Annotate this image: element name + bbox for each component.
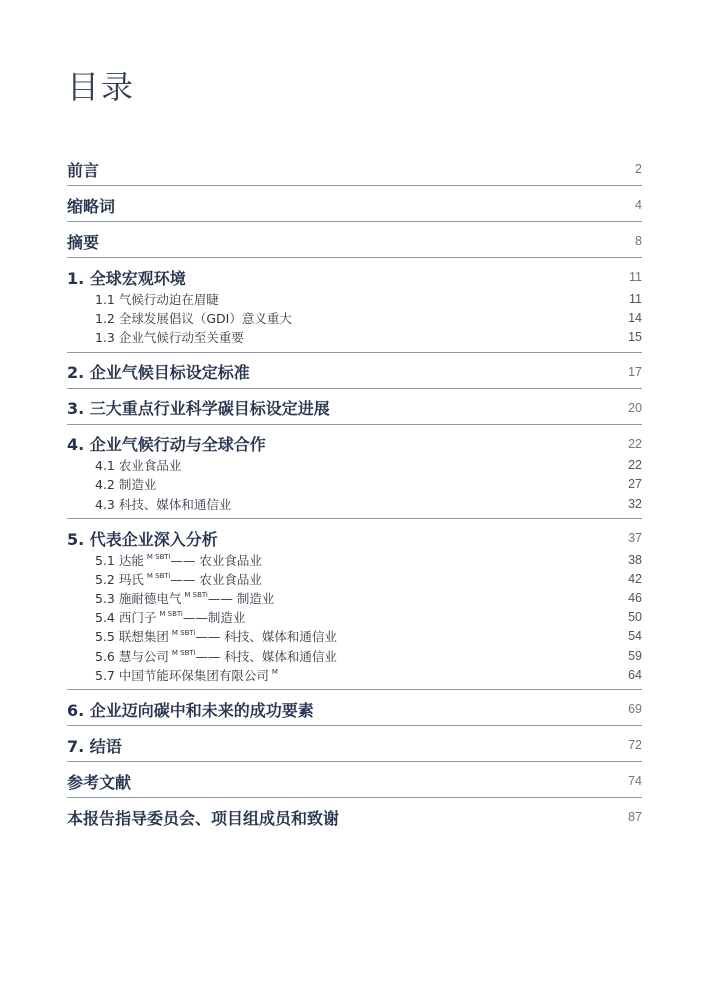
toc-subentry-label: [95, 570, 262, 588]
toc-page-number: 17: [628, 364, 642, 379]
toc-entry-label: 6. 企业迈向碳中和未来的成功要素: [67, 700, 314, 720]
toc-entry-label: 缩略词: [67, 196, 116, 216]
toc-entry-acknowledgements[interactable]: [67, 798, 642, 833]
company-name: 5.4 西门子: [95, 610, 157, 626]
toc-entry-label: 7. 结语: [67, 736, 122, 756]
sector-text: —— 科技、媒体和通信业: [195, 629, 337, 645]
toc-page-number: 59: [628, 648, 642, 663]
membership-superscript: M SBTi: [146, 571, 171, 580]
membership-superscript: M SBTi: [146, 552, 171, 561]
toc-page-number: 14: [628, 310, 642, 325]
toc-page-number: 22: [628, 436, 642, 451]
toc-subentry-label: [95, 608, 245, 626]
toc-page-number: 37: [628, 531, 642, 546]
toc-page-number: 38: [628, 552, 642, 567]
toc-subentry-label: 4.2 制造业: [95, 477, 157, 493]
toc-page-number: 8: [635, 234, 642, 248]
toc-subentry-1-2[interactable]: [95, 308, 642, 327]
toc-page-number: 11: [629, 291, 642, 306]
company-name: 5.3 施耐德电气: [95, 591, 182, 607]
toc-entry-label: 参考文献: [67, 772, 132, 792]
toc-subentry-label: [95, 647, 337, 665]
sector-text: —— 制造业: [207, 591, 275, 607]
sector-text: —— 农业食品业: [170, 552, 262, 568]
toc-page-number: 2: [635, 162, 642, 176]
toc-entry-chapter-4[interactable]: [67, 425, 642, 520]
company-name: 5.5 联想集团: [95, 629, 169, 645]
toc-subentry-4-3[interactable]: [95, 494, 642, 513]
toc-entry-chapter-2[interactable]: [67, 353, 642, 389]
toc-subentry-5-2[interactable]: [95, 569, 642, 588]
toc-entry-label: 前言: [67, 160, 100, 180]
toc-page-number: 27: [628, 477, 642, 492]
toc-subentry-5-7[interactable]: [95, 665, 642, 684]
toc-entry-label: 本报告指导委员会、项目组成员和致谢: [67, 808, 340, 828]
membership-superscript: M SBTi: [184, 591, 208, 600]
toc-subentry-5-1[interactable]: [95, 550, 642, 569]
toc-entry-label: 5. 代表企业深入分析: [67, 529, 218, 549]
table-of-contents: [67, 150, 642, 833]
toc-entry-summary[interactable]: [67, 222, 642, 258]
toc-entry-label: 1. 全球宏观环境: [67, 268, 186, 288]
membership-superscript: M SBTi: [171, 629, 196, 638]
toc-page-number: 4: [635, 198, 642, 212]
company-name: 5.2 玛氏: [95, 571, 144, 587]
toc-page-number: 74: [628, 774, 642, 789]
toc-entry-chapter-7[interactable]: [67, 726, 642, 762]
toc-subentry-1-3[interactable]: [95, 327, 642, 346]
toc-entry-chapter-5[interactable]: [67, 519, 642, 690]
sector-text: —— 科技、媒体和通信业: [195, 648, 337, 664]
toc-subentry-label: 4.3 科技、媒体和通信业: [95, 496, 232, 512]
sector-text: —— 农业食品业: [170, 571, 262, 587]
toc-entry-preface[interactable]: [67, 150, 642, 186]
company-name: 5.6 慧与公司: [95, 648, 169, 664]
toc-subentry-label: [95, 589, 274, 607]
toc-subentry-label: [95, 551, 262, 569]
toc-subentry-label: 4.1 农业食品业: [95, 458, 182, 474]
sector-text: ——制造业: [182, 610, 246, 626]
toc-page-number: 69: [628, 702, 642, 717]
toc-page-number: 32: [628, 496, 642, 511]
toc-page-number: 11: [629, 270, 642, 284]
toc-page-number: 64: [628, 667, 642, 682]
toc-entry-label: 3. 三大重点行业科学碳目标设定进展: [67, 399, 330, 419]
toc-page-number: 22: [628, 458, 642, 473]
toc-subentry-label: 1.3 企业气候行动至关重要: [95, 329, 244, 345]
toc-subentry-label: [95, 666, 278, 684]
toc-subentry-5-3[interactable]: [95, 589, 642, 608]
membership-superscript: M: [271, 667, 278, 676]
toc-entry-label: 摘要: [67, 232, 100, 252]
toc-entry-references[interactable]: [67, 762, 642, 798]
toc-subentry-5-4[interactable]: [95, 608, 642, 627]
toc-page-number: 50: [628, 610, 642, 625]
toc-entry-label: 2. 企业气候目标设定标准: [67, 363, 250, 383]
toc-subentry-4-1[interactable]: [95, 456, 642, 475]
toc-page-number: 15: [628, 329, 642, 344]
toc-entry-chapter-1[interactable]: [67, 258, 642, 353]
toc-subentry-5-5[interactable]: [95, 627, 642, 646]
toc-subentry-4-2[interactable]: [95, 475, 642, 494]
toc-subentry-5-6[interactable]: [95, 646, 642, 665]
toc-entry-chapter-3[interactable]: [67, 389, 642, 425]
toc-entry-chapter-6[interactable]: [67, 690, 642, 726]
page-title: 目录: [67, 68, 136, 106]
toc-page-number: 54: [628, 629, 642, 644]
toc-page-number: 20: [628, 400, 642, 415]
membership-superscript: M SBTi: [159, 610, 183, 619]
company-name: 5.1 达能: [95, 552, 144, 568]
toc-entry-label: 4. 企业气候行动与全球合作: [67, 435, 266, 455]
toc-subentry-label: [95, 627, 337, 645]
toc-subentry-label: 1.1 气候行动迫在眉睫: [95, 291, 219, 307]
membership-superscript: M SBTi: [171, 648, 196, 657]
company-name: 5.7 中国节能环保集团有限公司: [95, 667, 269, 683]
toc-page-number: 46: [628, 591, 642, 606]
toc-page-number: 87: [628, 810, 642, 825]
toc-entry-abbreviations[interactable]: [67, 186, 642, 222]
toc-page-number: 72: [628, 738, 642, 753]
toc-subentry-label: 1.2 全球发展倡议（GDI）意义重大: [95, 310, 292, 326]
toc-subentry-1-1[interactable]: [95, 289, 642, 308]
toc-page-number: 42: [628, 571, 642, 586]
